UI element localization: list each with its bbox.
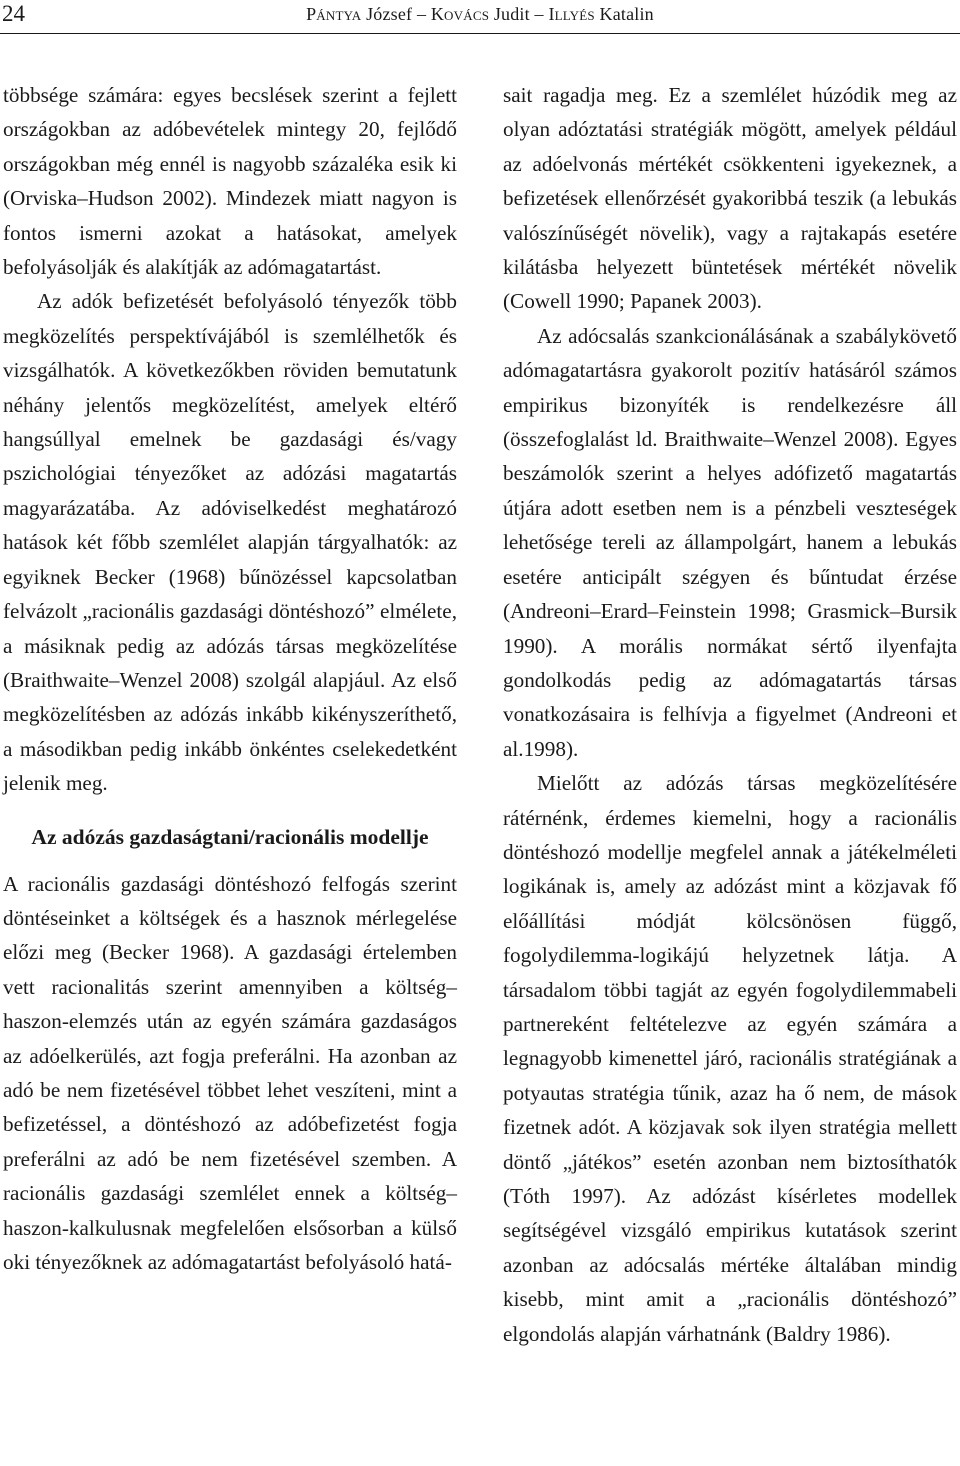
author-1: Pántya József [306,4,413,24]
left-column [3,78,457,1279]
right-column [503,78,957,1351]
header-rule [0,33,960,34]
paragraph: többsége számára: egyes becslések szerint a fejlett országokban az adóbevételek mintegy 20, fejlődő országokban még ennél is nagyobb százaléka esik ki (Orviska–Hudson 2002). Mindezek miatt nagyon is fontos ismerni azokat a hatásokat, amelyek befolyásolják és alakítják az adómagatartást. [3,83,457,280]
page-number: 24 [2,1,25,26]
author-separator: – [416,4,427,24]
author-2: Kovács Judit [430,4,530,24]
paragraph: Az adók befizetését befolyásoló tényezők több megközelítés perspektívájából is szemlélhetők és vizsgálhatók. A következőkben röviden bemutatunk néhány jelentős megközelítést, amelyek eltérő hangsúllyal emelnek be gazdasági és/vagy pszichológiai tényezőket az adózási magatartás magyarázatába. Az adóviselkedést meghatározó hatások két főbb szemlélet alapján tárgyalhatók: az egyiknek Becker (1968) bűnözéssel kapcsolatban felvázolt „racionális gazdasági döntéshozó” elmélete, a másiknak pedig az adózás társas megközelítése (Braithwaite–Wenzel 2008) szolgál alapjául. Az első megközelítésben az adózás inkább kikényszeríthető, a másodikban pedig inkább önkéntes cselekedetként jelenik meg. [3,289,457,796]
running-head-authors [0,3,960,25]
author-separator: – [534,4,544,24]
paragraph: Az adócsalás szankcionálásának a szabálykövető adómagatartásra gyakorolt pozitív hatásáról számos empirikus bizonyíték is rendelkezésre áll (összefoglalást ld. Braithwaite–Wenzel 2008). Egyes beszámolók szerint a helyes adófizető magatartás útjára adott esetben nem is a pénzbeli veszteségek lehetősége tereli az állampolgárt, hanem a lebukás esetére anticipált szégyen és bűntudat érzése (Andreoni–Erard–Feinstein 1998; Grasmick–Bursik 1990). A morális normákat sértő ilyenfajta gondolkodás pedig az adómagatartás társas vonatkozásaira is felhívja a figyelmet (Andreoni et al.1998). [503,323,957,761]
section-heading: Az adózás gazdaságtani/racionális modellje [31,824,429,849]
paragraph: sait ragadja meg. Ez a szemlélet húzódik meg az olyan adóztatási stratégiák mögött, amelyek például az adóelvonás mértékét csökkenteni igyekeznek, a befizetések ellenőrzését gyakoribbá teszik (a lebukás valószínűségét növelik), vagy a rajtakapás esetére kilátásba helyezett büntetések mértékét növelik (Cowell 1990; Papanek 2003). [503,83,957,314]
paragraph: Mielőtt az adózás társas megközelítésére rátérnénk, érdemes kiemelni, hogy a racionális döntéshozó modellje megfelel annak a játékelméleti logikának is, amely az adózást mint a közjavak fő előállítási módját kölcsönösen függő, fogolydilemma-logikájú helyzetnek látja. A társadalom többi tagját az egyén fogolydilemmabeli partnereként feltételezve az egyén számára a legnagyobb kimenettel járó, racionális stratégiának a potyautas stratégia tűnik, azaz ha ő nem, de mások fizetnek adót. A közjavak sok ilyen stratégia mellett döntő „játékos” esetén azonban nem biztosíthatók (Tóth 1997). Az adózást kísérletes modellek segítségével vizsgáló empirikus kutatások szerint azonban az adócsalás mértéke általában mindig kisebb, mint amit a „racionális döntéshozó” elgondolás alapján várhatnánk (Baldry 1986). [503,771,957,1346]
author-3: Illyés Katalin [548,4,654,24]
paragraph: A racionális gazdasági döntéshozó felfogás szerint döntéseinket a költségek és a hasznok mérlegelése előzi meg (Becker 1968). A gazdasági értelemben vett racionalitás szerint amennyiben a költség–haszon-elemzés után az egyén számára gazdaságos az adóelkerülés, azt fogja preferálni. Ha azonban az adó be nem fizetésével többet lehet veszíteni, mint a befizetéssel, a döntéshozó az adóbefizetést fogja preferálni az adó be nem fizetésével szemben. A racionális gazdasági szemlélet ennek a költség–haszon-kalkulusnak megfelelően elsősorban a külső oki tényezőknek az adómagatartást befolyásoló hatá- [3,871,457,1274]
running-header [0,0,960,34]
